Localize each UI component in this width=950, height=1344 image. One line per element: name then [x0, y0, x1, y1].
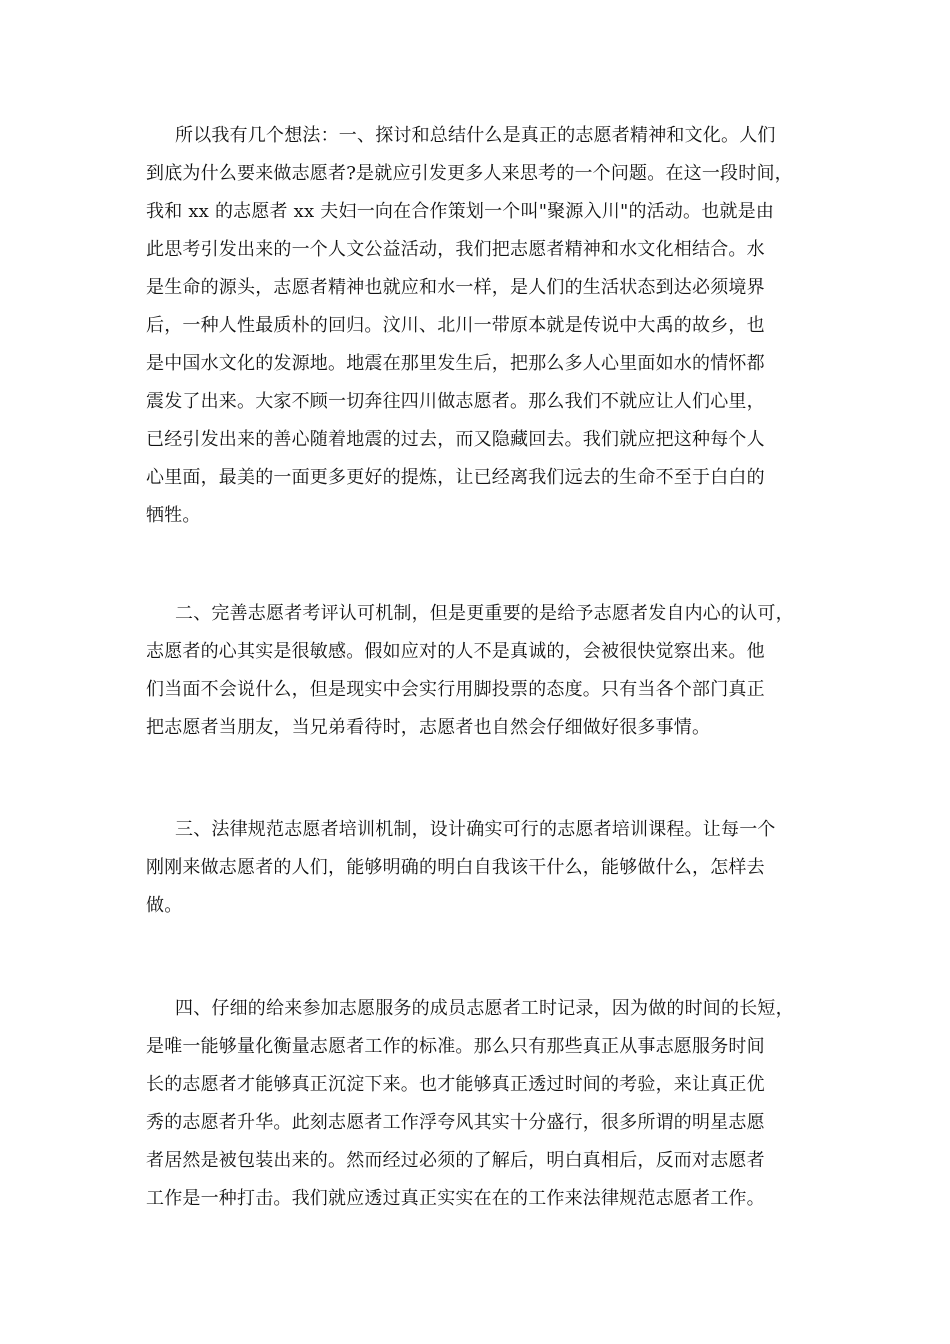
text-line: 已经引发出来的善心随着地震的过去，而又隐藏回去。我们就应把这种每个人: [146, 429, 765, 450]
text-line: 是中国水文化的发源地。地震在那里发生后，把那么多人心里面如水的情怀都: [146, 353, 765, 374]
text-line: 震发了出来。大家不顾一切奔往四川做志愿者。那么我们不就应让人们心里，: [146, 391, 765, 412]
text-line: 此思考引发出来的一个人文公益活动，我们把志愿者精神和水文化相结合。水: [146, 239, 765, 260]
text-line: 三、法律规范志愿者培训机制，设计确实可行的志愿者培训课程。让每一个: [175, 819, 776, 840]
text-line: 所以我有几个想法：一、探讨和总结什么是真正的志愿者精神和文化。人们: [175, 125, 776, 146]
text-line: 我和 xx 的志愿者 xx 夫妇一向在合作策划一个叫"聚源入川"的活动。也就是由: [146, 201, 775, 222]
text-line: 牺牲。: [146, 505, 201, 526]
text-line: 后，一种人性最质朴的回归。汶川、北川一带原本就是传说中大禹的故乡，也: [146, 315, 765, 336]
text-line: 者居然是被包装出来的。然而经过必须的了解后，明白真相后，反而对志愿者: [146, 1150, 765, 1171]
paragraph-work-hour-records: [146, 990, 810, 1218]
text-line: 二、完善志愿者考评认可机制，但是更重要的是给予志愿者发自内心的认可，: [175, 603, 794, 624]
text-line: 到底为什么要来做志愿者?是就应引发更多人来思考的一个问题。在这一段时间，: [146, 163, 793, 184]
text-line: 们当面不会说什么，但是现实中会实行用脚投票的态度。只有当各个部门真正: [146, 679, 765, 700]
text-line: 工作是一种打击。我们就应透过真正实实在在的工作来法律规范志愿者工作。: [146, 1188, 765, 1209]
text-line: 刚刚来做志愿者的人们，能够明确的明白自我该干什么，能够做什么，怎样去: [146, 857, 765, 878]
text-line: 心里面，最美的一面更多更好的提炼，让已经离我们远去的生命不至于白白的: [146, 467, 765, 488]
paragraph-evaluation-mechanism: [146, 595, 810, 747]
text-line: 志愿者的心其实是很敏感。假如应对的人不是真诚的，会被很快觉察出来。他: [146, 641, 765, 662]
text-line: 是唯一能够量化衡量志愿者工作的标准。那么只有那些真正从事志愿服务时间: [146, 1036, 765, 1057]
text-line: 是生命的源头，志愿者精神也就应和水一样，是人们的生活状态到达必须境界: [146, 277, 765, 298]
text-line: 长的志愿者才能够真正沉淀下来。也才能够真正透过时间的考验，来让真正优: [146, 1074, 765, 1095]
text-line: 做。: [146, 895, 183, 916]
text-line: 把志愿者当朋友，当兄弟看待时，志愿者也自然会仔细做好很多事情。: [146, 717, 711, 738]
text-line: 四、仔细的给来参加志愿服务的成员志愿者工时记录，因为做的时间的长短，: [175, 998, 794, 1019]
text-line: 秀的志愿者升华。此刻志愿者工作浮夸风其实十分盛行，很多所谓的明星志愿: [146, 1112, 765, 1133]
paragraph-volunteer-spirit: [146, 117, 810, 535]
paragraph-training-mechanism: [146, 811, 810, 925]
